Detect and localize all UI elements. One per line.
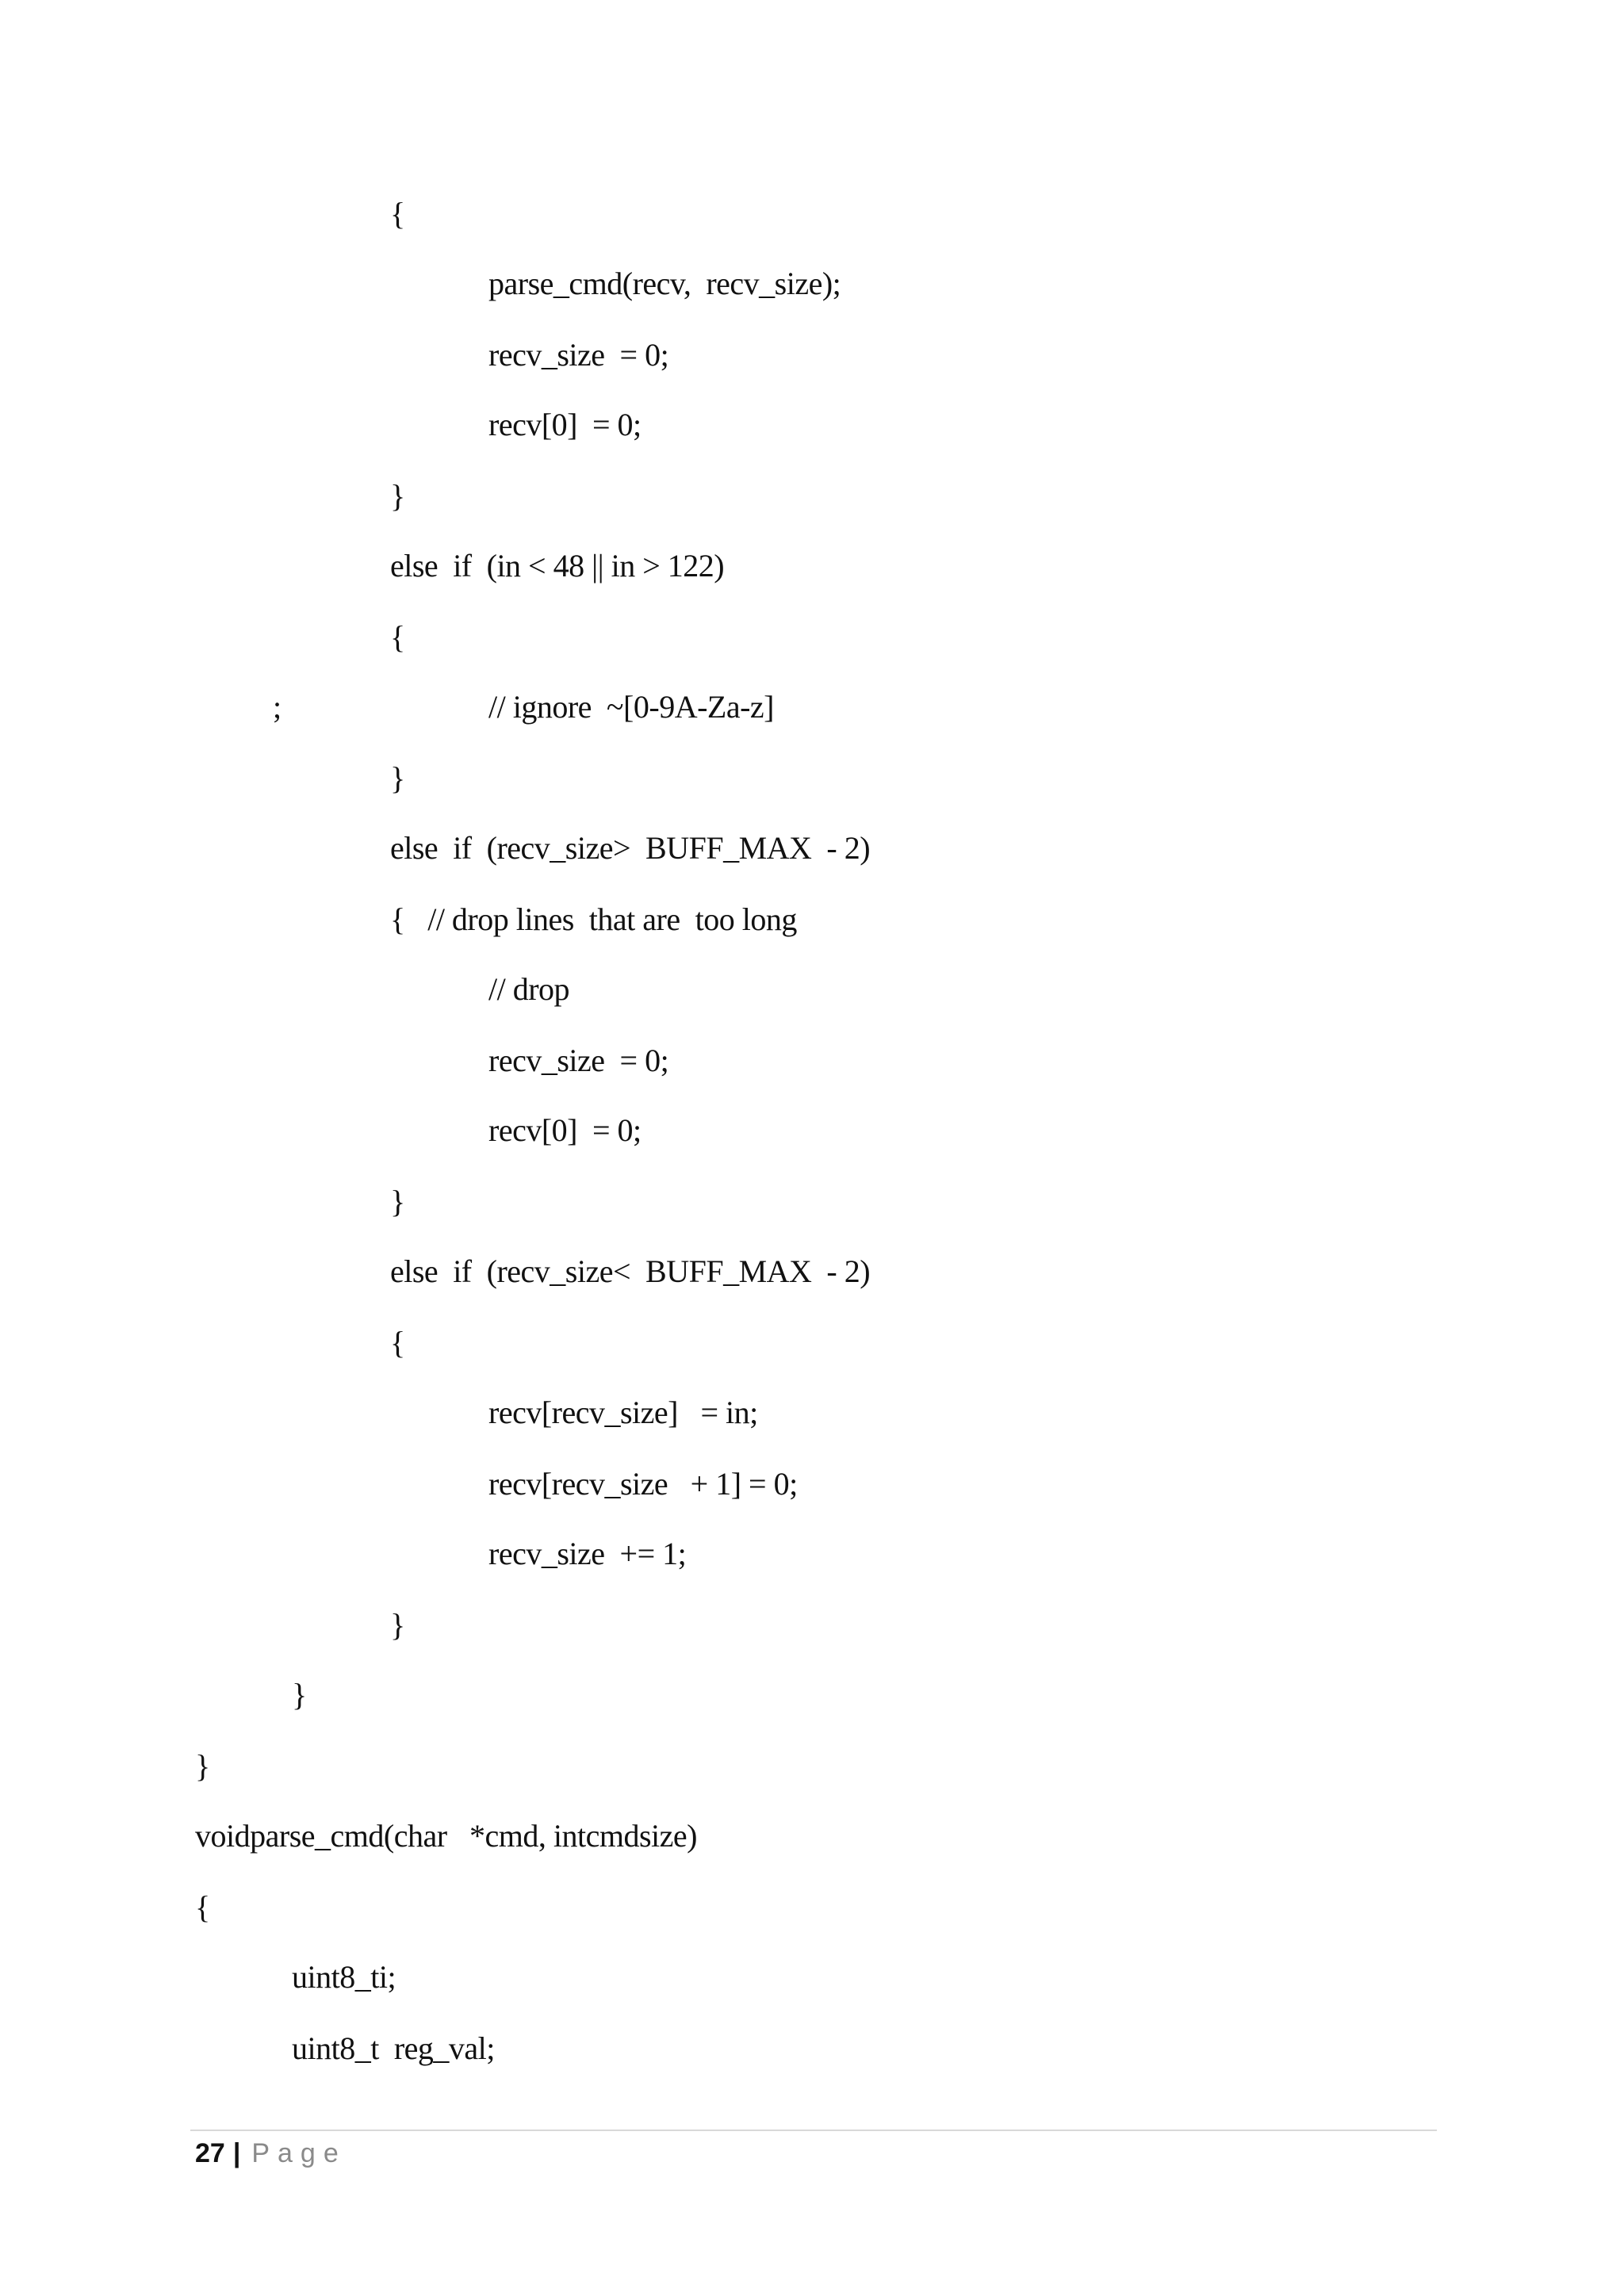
code-line: } <box>390 1184 405 1219</box>
code-line: recv_size = 0; <box>488 1043 669 1078</box>
footer-separator: | <box>232 2138 241 2168</box>
code-line: voidparse_cmd(char *cmd, intcmdsize) <box>195 1818 697 1854</box>
code-line: // drop <box>488 971 570 1007</box>
code-line: recv_size += 1; <box>488 1536 687 1571</box>
page-label: Page <box>251 2138 347 2168</box>
code-line: recv_size = 0; <box>488 337 669 373</box>
code-line: else if (recv_size< BUFF_MAX - 2) <box>390 1253 871 1289</box>
code-line: { <box>390 196 405 232</box>
code-line: } <box>390 760 405 796</box>
code-line-semicolon: ; <box>273 689 282 725</box>
code-line: uint8_ti; <box>292 1959 396 1995</box>
code-line: } <box>390 1607 405 1643</box>
code-line: parse_cmd(recv, recv_size); <box>488 266 841 301</box>
code-line: { <box>390 1325 405 1360</box>
code-line: // ignore ~[0-9A-Za-z] <box>488 689 774 725</box>
code-line: { <box>195 1889 210 1925</box>
code-line: recv[recv_size + 1] = 0; <box>488 1466 798 1502</box>
code-line: recv[0] = 0; <box>488 407 642 442</box>
code-line: { <box>390 619 405 655</box>
code-line: } <box>390 478 405 514</box>
code-line: uint8_t reg_val; <box>292 2030 495 2066</box>
code-line: recv[0] = 0; <box>488 1112 642 1148</box>
code-line: else if (recv_size> BUFF_MAX - 2) <box>390 830 871 866</box>
code-line: { // drop lines that are too long <box>390 901 797 937</box>
code-line: } <box>292 1677 307 1712</box>
page-footer <box>195 2134 347 2172</box>
code-line: recv[recv_size] = in; <box>488 1395 758 1430</box>
page-number: 27 <box>195 2138 225 2168</box>
code-line: else if (in < 48 || in > 122) <box>390 548 725 584</box>
code-line: } <box>195 1748 210 1784</box>
footer-divider <box>190 2130 1437 2131</box>
